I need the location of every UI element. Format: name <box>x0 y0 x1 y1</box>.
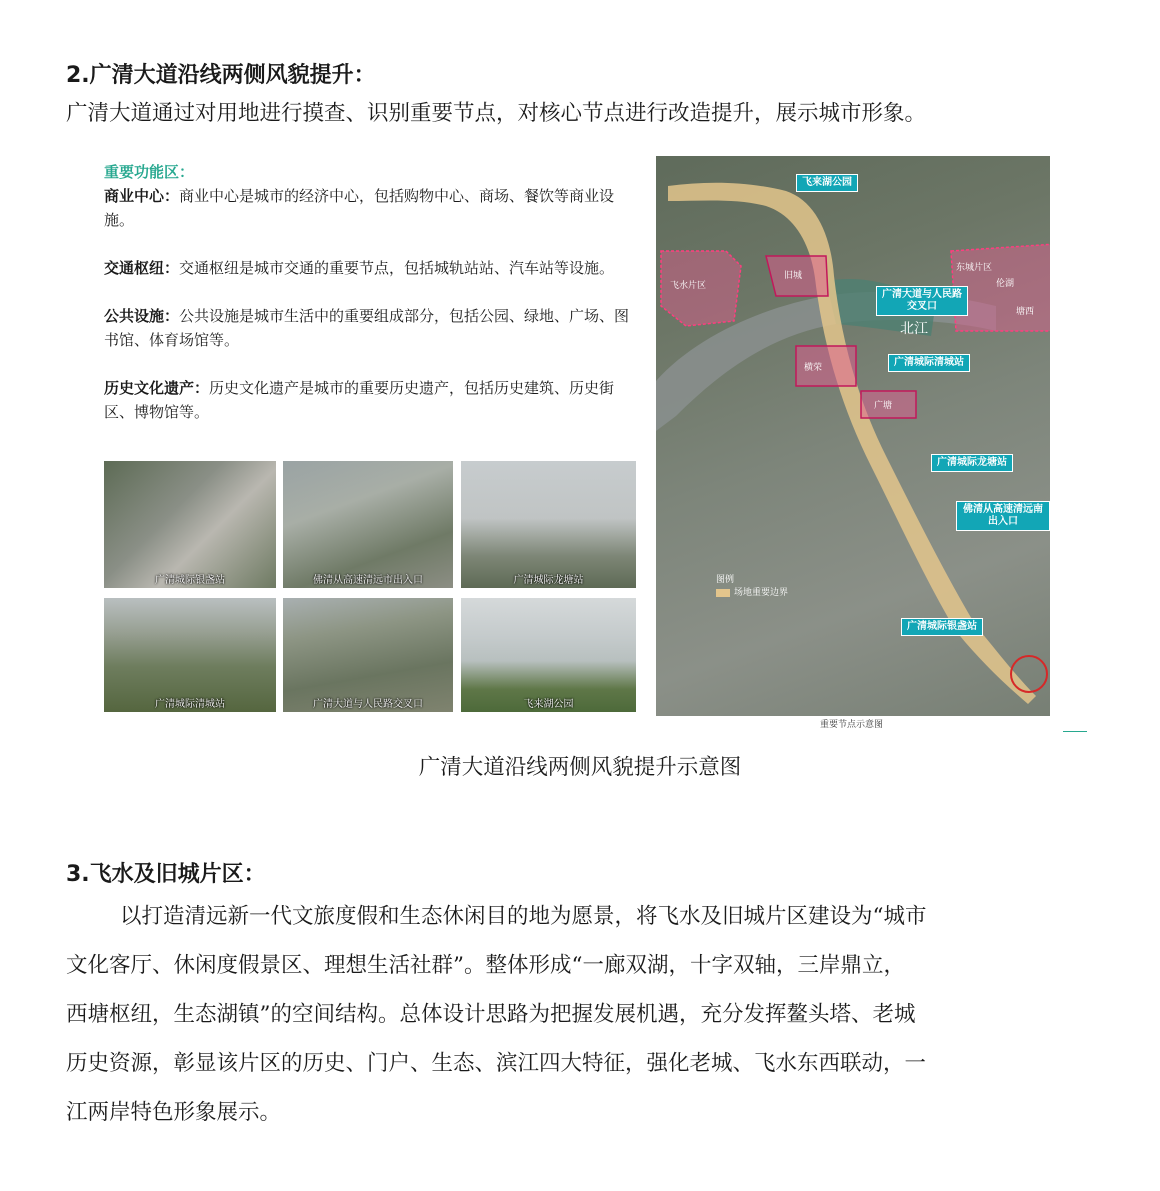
zone-label-lunhu: 伦湖 <box>996 279 1015 289</box>
section-2-heading: 2.广清大道沿线两侧风貌提升： <box>66 63 376 88</box>
section-2-intro: 广清大道通过对用地进行摸查、识别重要节点，对核心节点进行改造提升，展示城市形象。 <box>66 101 927 126</box>
map-caption: 重要节点示意图 <box>820 720 884 730</box>
panel-item-text: 交通枢纽是城市交通的重要节点，包括城轨站站、汽车站等设施。 <box>179 259 615 277</box>
photo-caption: 广清城际龙塘站 <box>513 575 584 586</box>
photo-yinzhan-station <box>104 461 276 588</box>
photo-caption: 飞来湖公园 <box>523 699 574 710</box>
photo-caption: 佛清从高速清远市出入口 <box>313 575 423 586</box>
legend-item: 场地重要边界 <box>734 588 789 598</box>
panel-item-key: 历史文化遗产： <box>104 379 210 397</box>
photo-caption: 广清大道与人民路交叉口 <box>313 699 423 710</box>
figure-caption: 广清大道沿线两侧风貌提升示意图 <box>418 755 742 780</box>
label-feilai: 飞来湖公园 <box>796 174 858 192</box>
photo-qingcheng-station <box>104 598 276 712</box>
section-3-body <box>66 892 1076 1137</box>
panel-item-public <box>104 304 644 352</box>
photo-feilai-park <box>461 598 636 712</box>
panel-item-key: 商业中心： <box>104 187 180 205</box>
panel-item-text: 公共设施是城市生活中的重要组成部分，包括公园、绿地、广场、图书馆、体育场馆等。 <box>104 307 630 349</box>
zone-label-guangtang: 广塘 <box>874 401 893 411</box>
legend-title: 图例 <box>716 575 735 585</box>
panel-item-key: 交通枢纽： <box>104 259 180 277</box>
zone-label-feishui: 飞水片区 <box>670 281 707 291</box>
section-3-line: 以打造清远新一代文旅度假和生态休闲目的地为愿景，将飞水及旧城片区建设为“城市 <box>120 904 927 929</box>
panel-title: 重要功能区： <box>104 163 195 181</box>
decor-line <box>1063 731 1087 732</box>
legend-swatch <box>716 589 730 597</box>
panel-item-transport <box>104 256 644 280</box>
river-label: 北江 <box>900 321 928 337</box>
map-legend <box>716 572 788 598</box>
function-zone-panel <box>104 160 644 448</box>
label-fuqing: 佛清从高速清远南出入口 <box>956 501 1050 531</box>
section-3-line: 江两岸特色形象展示。 <box>66 1100 282 1125</box>
photo-caption: 广清城际清城站 <box>155 699 225 710</box>
target-circle <box>1011 656 1047 692</box>
section-3-line: 历史资源，彰显该片区的历史、门户、生态、滨江四大特征，强化老城、飞水东西联动，一 <box>66 1051 927 1076</box>
key-nodes-map <box>656 156 1050 716</box>
zone-label-dongcheng: 东城片区 <box>956 263 993 273</box>
photo-caption: 广清城际银盏站 <box>155 575 225 586</box>
label-qingcheng: 广清城际清城站 <box>888 354 970 372</box>
section-3-heading: 3.飞水及旧城片区： <box>66 862 266 887</box>
section-3-line: 西塘枢纽，生态湖镇”的空间结构。总体设计思路为把握发展机遇，充分发挥鳌头塔、老城 <box>66 1002 916 1027</box>
panel-item-commerce <box>104 184 644 232</box>
photo-longtang-station <box>461 461 636 588</box>
zone-label-hengrong: 横荣 <box>804 363 823 373</box>
panel-item-heritage <box>104 376 644 424</box>
panel-item-text: 历史文化遗产是城市的重要历史遗产，包括历史建筑、历史街区、博物馆等。 <box>104 379 615 421</box>
photo-fuqing-exit <box>283 461 453 588</box>
zone-label-tangxi: 塘西 <box>1016 307 1035 317</box>
section-3-line: 文化客厅、休闲度假景区、理想生活社群”。整体形成“一廊双湖，十字双轴，三岸鼎立， <box>66 953 905 978</box>
photo-renmin-crossing <box>283 598 453 712</box>
panel-item-text: 商业中心是城市的经济中心，包括购物中心、商场、餐饮等商业设施。 <box>104 187 615 229</box>
map-graphics <box>656 156 1050 716</box>
label-yinzhan: 广清城际银盏站 <box>901 618 983 636</box>
label-longtang: 广清城际龙塘站 <box>931 454 1013 472</box>
panel-item-key: 公共设施： <box>104 307 180 325</box>
zone-label-jiucheng: 旧城 <box>784 271 803 281</box>
label-renmin: 广清大道与人民路交叉口 <box>876 286 968 316</box>
